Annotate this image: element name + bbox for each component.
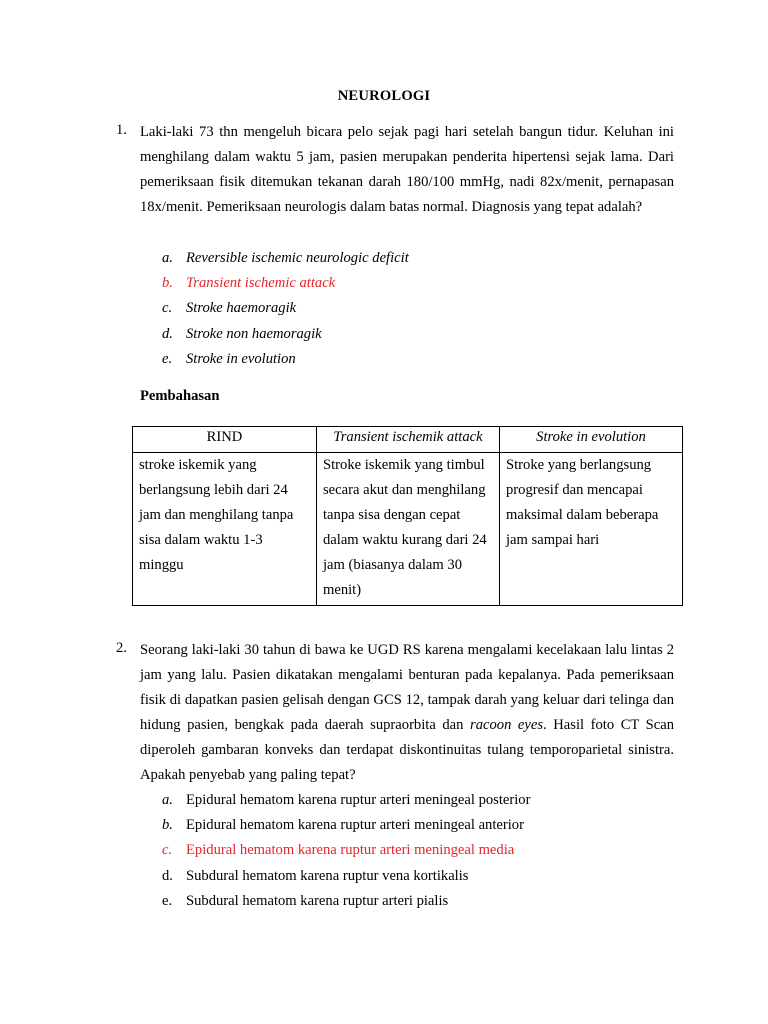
question-1-options bbox=[162, 246, 682, 372]
table-header-row bbox=[133, 427, 683, 453]
q2-option-c-correct: c. Epidural hematom karena ruptur arteri meningeal media bbox=[162, 842, 515, 859]
pembahasan-heading: Pembahasan bbox=[140, 388, 220, 404]
table-cell-rind: stroke iskemik yang berlangsung lebih dari 24 jam dan menghilang tanpa sisa dalam waktu 1-3 minggu bbox=[133, 453, 317, 606]
table-header-sie: Stroke in evolution bbox=[500, 427, 683, 453]
question-2-stem-before: Seorang laki-laki 30 tahun di bawa ke UGD RS karena mengalami kecelakaan lalu lintas 2 jam yang lalu. Pasien dikatakan mengalami benturan pada kepalanya. Pada pemeriksaan fisik di dapatkan pasien gelisah dengan GCS 12, tampak darah yang keluar dari telinga dan hidung pasien, bengkak pada daerah supraorbita dan bbox=[140, 642, 674, 733]
question-1-stem: Laki-laki 73 thn mengeluh bicara pelo sejak pagi hari setelah bangun tidur. Keluhan ini menghilang dalam waktu 5 jam, pasien merupakan penderita hipertensi sejak lama. Dari pemeriksaan fisik ditemukan tekanan darah 180/100 mmHg, nadi 82x/menit, pernapasan 18x/menit. Pemeriksaan neurologis dalam batas normal. Diagnosis yang tepat adalah? bbox=[140, 124, 674, 215]
page-title: NEUROLOGI bbox=[337, 88, 431, 104]
table-header-rind: RIND bbox=[133, 427, 317, 453]
q2-option-e: e. Subdural hematom karena ruptur arteri pialis bbox=[162, 892, 449, 909]
q1-option-d: d. Stroke non haemoragik bbox=[162, 325, 322, 342]
question-2-text bbox=[140, 638, 674, 788]
q2-option-d: d. Subdural hematom karena ruptur vena kortikalis bbox=[162, 867, 469, 884]
question-1-text bbox=[140, 120, 674, 220]
question-2-stem-italic: racoon eyes bbox=[470, 717, 544, 733]
q1-option-c: c. Stroke haemoragik bbox=[162, 300, 297, 317]
question-1-number: 1. bbox=[116, 122, 127, 138]
q2-option-b: b. Epidural hematom karena ruptur arteri meningeal anterior bbox=[162, 817, 524, 834]
question-2-stem-after: . Hasil foto CT Scan diperoleh gambaran konveks dan terdapat diskontinuitas tulang temporoparietal sinistra. Apakah penyebab yang paling tepat? bbox=[140, 717, 675, 783]
table-row bbox=[133, 453, 683, 606]
pembahasan-table bbox=[132, 426, 683, 606]
q2-option-a: a. Epidural hematom karena ruptur arteri meningeal posterior bbox=[162, 792, 531, 808]
q1-option-e: e. Stroke in evolution bbox=[162, 350, 296, 367]
table-cell-sie: Stroke yang berlangsung progresif dan mencapai maksimal dalam beberapa jam sampai hari bbox=[500, 453, 683, 606]
question-2-number: 2. bbox=[116, 640, 127, 656]
table-header-tia: Transient ischemik attack bbox=[317, 427, 500, 453]
table-cell-tia: Stroke iskemik yang timbul secara akut dan menghilang tanpa sisa dengan cepat dalam waktu kurang dari 24 jam (biasanya dalam 30 menit) bbox=[317, 453, 500, 606]
q1-option-a: a. Reversible ischemic neurologic deficit bbox=[162, 250, 409, 266]
q1-option-b-correct: b. Transient ischemic attack bbox=[162, 275, 336, 292]
question-2-options bbox=[162, 788, 682, 914]
